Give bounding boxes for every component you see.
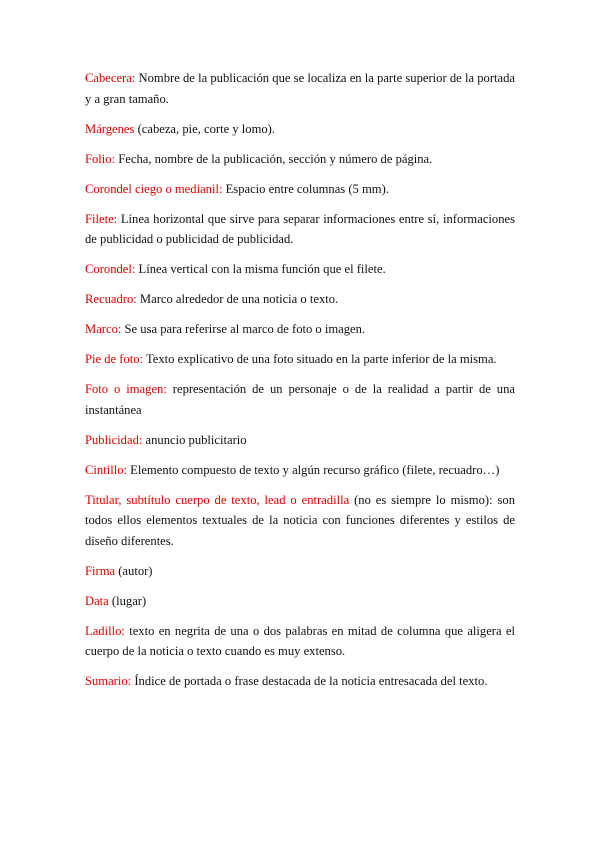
entry-term: Filete: [85, 211, 118, 226]
entry-definition: Marco alrededor de una noticia o texto. [136, 292, 339, 306]
entry-definition: Se usa para referirse al marco de foto o imagen. [121, 322, 366, 336]
glossary-list [85, 68, 515, 701]
entry-definition: Línea vertical con la misma función que el filete. [135, 262, 386, 276]
entry-term: Corondel ciego o medianil: [85, 181, 223, 196]
entry-term: Marco: [85, 322, 122, 336]
entry-term: Cintillo: [85, 462, 127, 477]
glossary-entry-corondel-ciego [85, 179, 515, 200]
entry-definition: representación de un personaje o de la realidad a partir de una instantánea [85, 382, 515, 417]
entry-term: Foto o imagen: [85, 382, 167, 396]
glossary-entry-titular [85, 490, 515, 552]
entry-definition: Índice de portada o frase destacada de la noticia entresacada del texto. [131, 674, 488, 688]
entry-definition: Elemento compuesto de texto y algún recurso gráfico (filete, recuadro…) [127, 462, 500, 477]
entry-term: Márgenes [85, 121, 135, 136]
glossary-entry-cabecera [85, 68, 515, 109]
entry-definition: Línea horizontal que sirve para separar informaciones entre sí, informaciones de publicidad o publicidad de publicidad. [85, 211, 515, 246]
entry-term: Sumario: [85, 674, 132, 688]
entry-definition: anuncio publicitario [142, 432, 247, 447]
glossary-entry-pie-de-foto [85, 349, 515, 370]
entry-definition: (no es siempre lo mismo): son todos ellos elementos textuales de la noticia con funciones diferentes y estilos de diseño diferentes. [85, 492, 515, 548]
glossary-entry-margenes [85, 119, 515, 140]
entry-definition: (lugar) [108, 593, 147, 608]
entry-term: Recuadro: [85, 292, 137, 306]
entry-term: Data [85, 593, 109, 608]
glossary-entry-filete [85, 209, 515, 250]
glossary-entry-ladillo [85, 621, 515, 662]
entry-term: Titular, subtítulo cuerpo de texto, lead o entradilla [85, 492, 350, 507]
glossary-entry-firma [85, 561, 515, 582]
entry-definition: texto en negrita de una o dos palabras en mitad de columna que aligera el cuerpo de la noticia o texto cuando es muy extenso. [85, 623, 515, 658]
glossary-entry-cintillo [85, 460, 515, 481]
glossary-entry-marco [85, 319, 515, 340]
entry-definition: Texto explicativo de una foto situado en la parte inferior de la misma. [143, 352, 497, 366]
glossary-entry-recuadro [85, 289, 515, 310]
entry-term: Ladillo: [85, 623, 125, 638]
entry-term: Folio: [85, 151, 116, 166]
entry-definition: Espacio entre columnas (5 mm). [222, 181, 389, 196]
glossary-entry-data [85, 591, 515, 612]
entry-term: Pie de foto: [85, 352, 144, 366]
entry-term: Publicidad: [85, 432, 143, 447]
entry-definition: Fecha, nombre de la publicación, sección y número de página. [115, 151, 433, 166]
entry-term: Corondel: [85, 262, 136, 276]
glossary-entry-foto-imagen [85, 379, 515, 420]
entry-definition: Nombre de la publicación que se localiza en la parte superior de la portada y a gran tamaño. [85, 71, 515, 106]
entry-definition: (cabeza, pie, corte y lomo). [134, 121, 275, 136]
entry-term: Firma [85, 563, 116, 578]
entry-term: Cabecera: [85, 71, 136, 85]
entry-definition: (autor) [115, 563, 153, 578]
glossary-entry-corondel [85, 259, 515, 280]
glossary-entry-sumario [85, 671, 515, 692]
glossary-entry-publicidad [85, 430, 515, 451]
glossary-entry-folio [85, 149, 515, 170]
